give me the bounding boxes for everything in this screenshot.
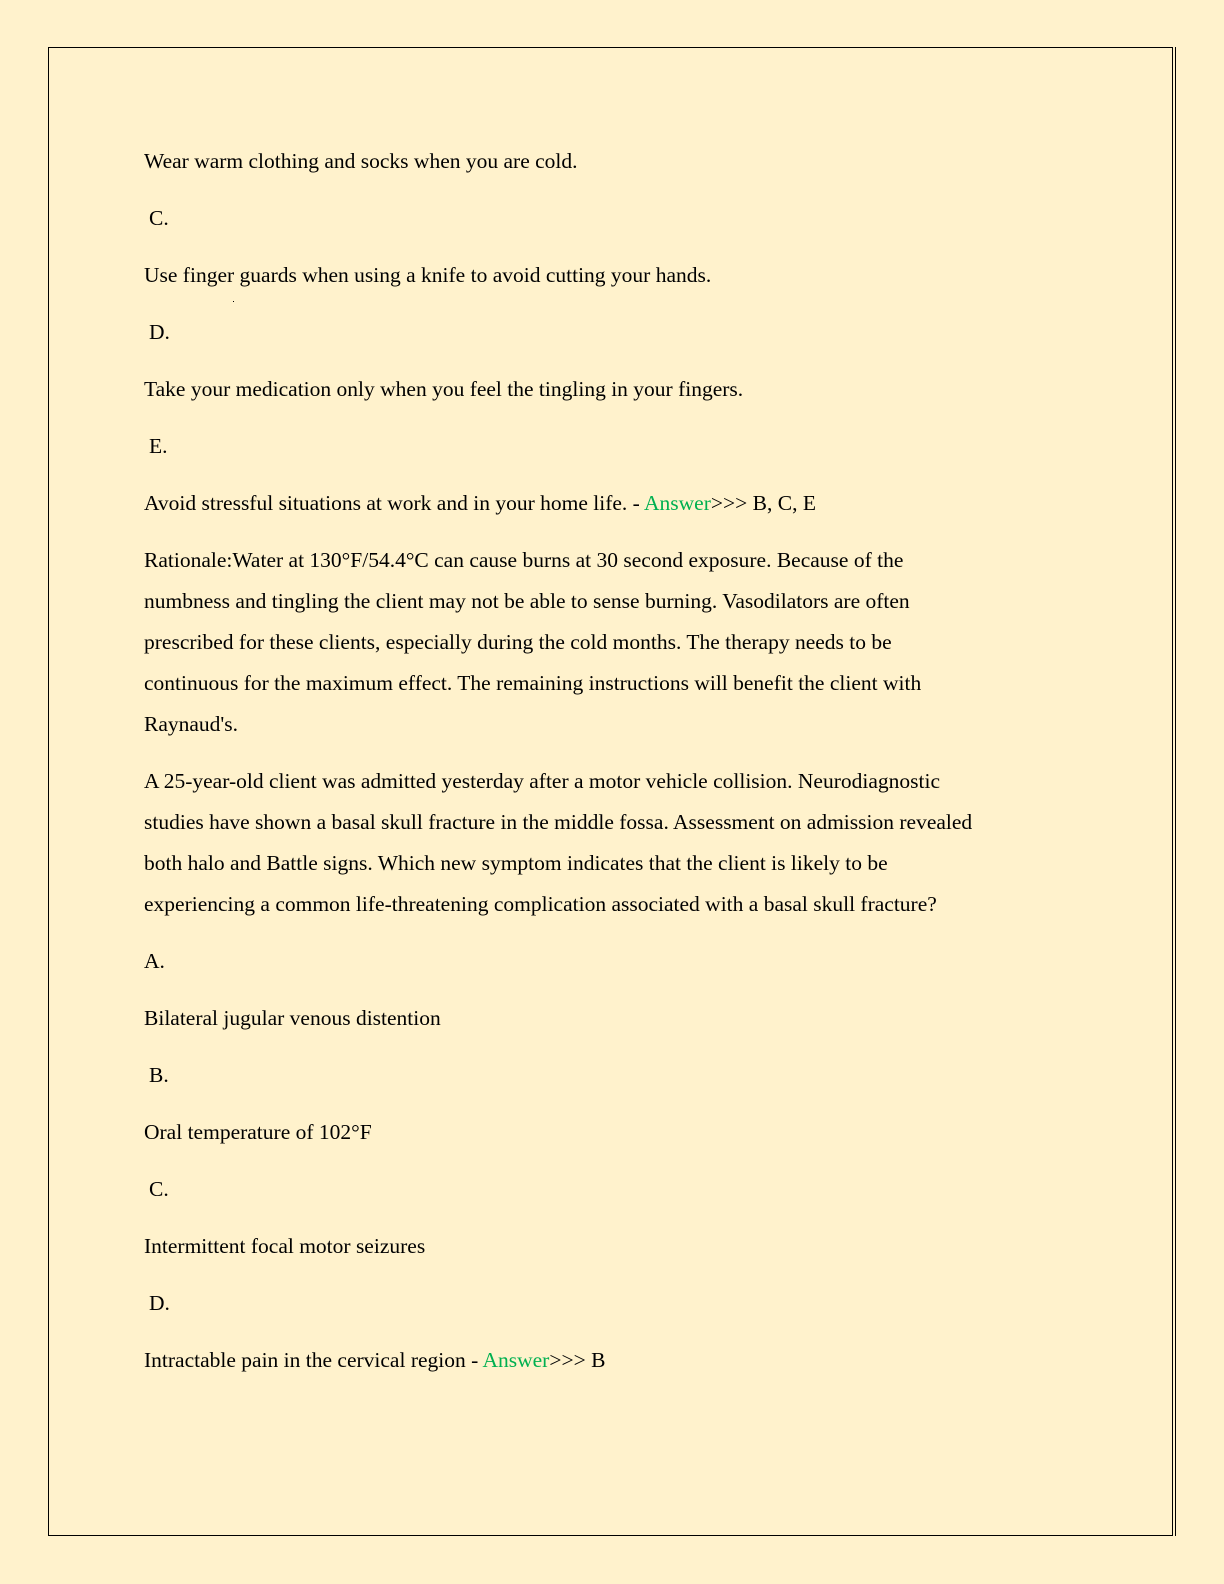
rationale-line: numbness and tingling the client may not be able to sense burning. Vasodilators are often <box>144 589 910 613</box>
question-option-c-letter: C. <box>149 1177 169 1201</box>
question-line: A 25-year-old client was admitted yesterday after a motor vehicle collision. Neurodiagnostic <box>144 769 941 793</box>
option-e-text: Avoid stressful situations at work and in your home life. - <box>144 491 645 515</box>
question-option-d-answer-line <box>144 1340 1084 1381</box>
question-option-b-text: Oral temperature of 102°F <box>144 1120 372 1144</box>
option-c-letter: C. <box>149 206 169 230</box>
question-option-b-letter: B. <box>149 1063 169 1087</box>
answer-value: >>> B, C, E <box>710 491 816 515</box>
rationale-line: Rationale:Water at 130°F/54.4°C can cause burns at 30 second exposure. Because of the <box>144 548 904 572</box>
option-c-text: Use finger guards when using a knife to avoid cutting your hands. <box>144 263 712 287</box>
question-line: studies have shown a basal skull fracture in the middle fossa. Assessment on admission revealed <box>144 810 973 834</box>
question-line: both halo and Battle signs. Which new symptom indicates that the client is likely to be <box>144 851 888 875</box>
answer-value: >>> B <box>549 1348 606 1372</box>
rationale-line: Raynaud's. <box>144 712 239 736</box>
rationale-line: prescribed for these clients, especially during the cold months. The therapy needs to be <box>144 630 892 654</box>
question-line: experiencing a common life-threatening complication associated with a basal skull fracture? <box>144 892 937 916</box>
document-content <box>144 141 1084 1381</box>
question-paragraph <box>144 761 1084 925</box>
rationale-paragraph <box>144 540 1084 745</box>
question-option-c-text: Intermittent focal motor seizures <box>144 1234 426 1258</box>
question-option-d-text: Intractable pain in the cervical region - <box>144 1348 483 1372</box>
question-option-a-letter: A. <box>144 949 165 973</box>
option-d-letter: D. <box>149 320 170 344</box>
option-d-text: Take your medication only when you feel the tingling in your fingers. <box>144 377 744 401</box>
question-option-a-text: Bilateral jugular venous distention <box>144 1006 441 1030</box>
option-b-text: Wear warm clothing and socks when you are cold. <box>144 149 578 173</box>
rationale-line: continuous for the maximum effect. The remaining instructions will benefit the client with <box>144 671 922 695</box>
answer-label: Answer <box>644 491 711 515</box>
question-option-d-letter: D. <box>149 1291 170 1315</box>
option-e-answer-line <box>144 483 1084 524</box>
answer-label: Answer <box>482 1348 550 1372</box>
option-e-letter: E. <box>149 434 168 458</box>
page-border-right-edge <box>1175 47 1176 1536</box>
